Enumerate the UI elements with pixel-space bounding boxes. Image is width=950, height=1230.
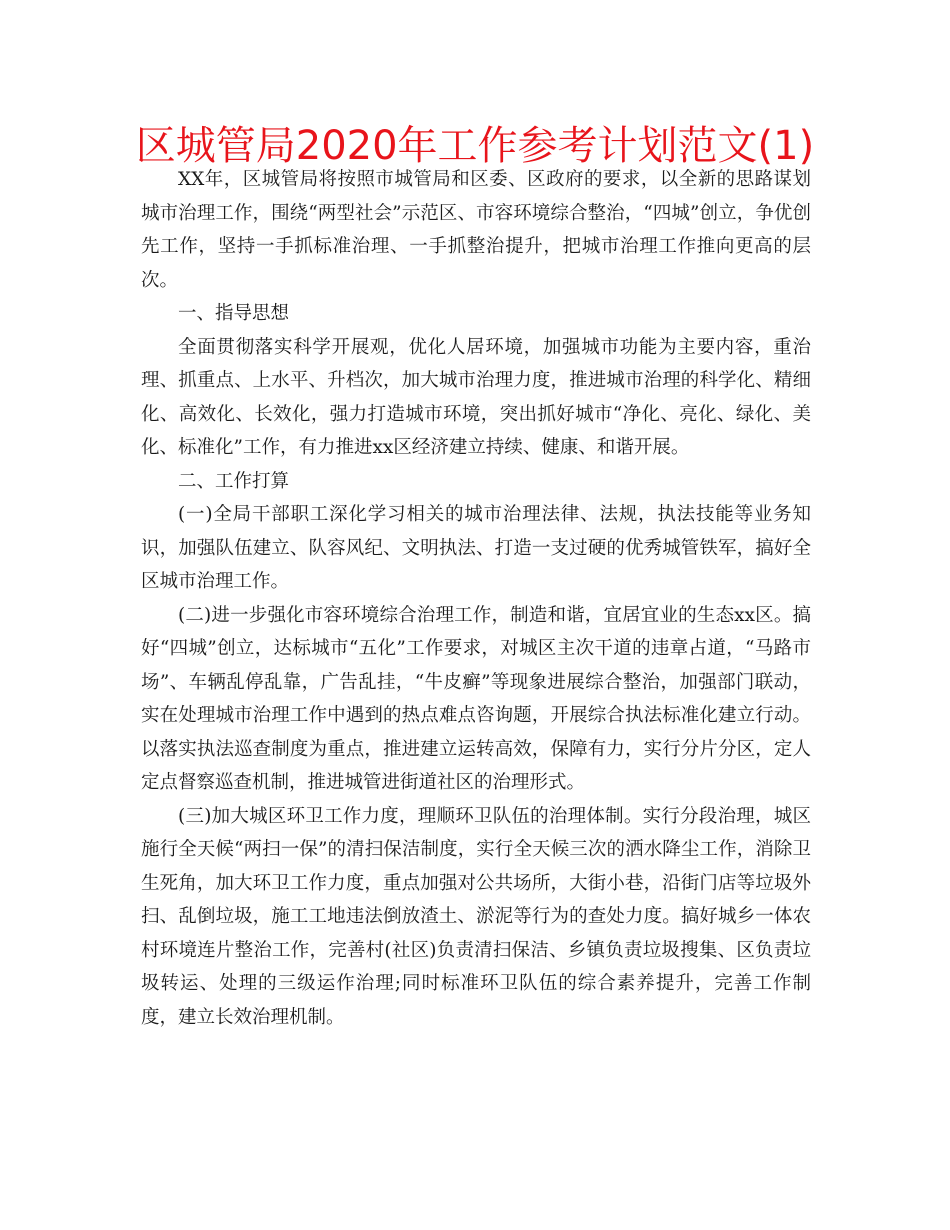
paragraph-plan-item-1: (一)全局干部职工深化学习相关的城市治理法律、法规，执法技能等业务知识，加强队伍建立、队容风纪、文明执法、打造一支过硬的优秀城管铁军，搞好全区城市治理工作。: [141, 504, 811, 592]
section-heading-guiding-thought: 一、指导思想: [178, 303, 290, 324]
document-body: [141, 163, 811, 1034]
paragraph-plan-item-3: (三)加大城区环卫工作力度，理顺环卫队伍的治理体制。实行分段治理，城区施行全天候“两扫一保”的清扫保洁制度，实行全天候三次的洒水降尘工作，消除卫生死角，加大环卫工作力度，重点加强对公共场所，大街小巷，沿街门店等垃圾外扫、乱倒垃圾，施工工地违法倒放渣土、淤泥等行为的查处力度。搞好城乡一体农村环境连片整治工作，完善村(社区)负责清扫保洁、乡镇负责垃圾搜集、区负责垃圾转运、处理的三级运作治理;同时标准环卫队伍的综合素养提升，完善工作制度，建立长效治理机制。: [141, 805, 811, 1028]
document-title: 区城管局2020年工作参考计划范文(1): [135, 123, 815, 169]
paragraph-plan-item-2: (二)进一步强化市容环境综合治理工作，制造和谐，宜居宜业的生态xx区。搞好“四城”创立，达标城市“五化”工作要求，对城区主次干道的违章占道，“马路市场”、车辆乱停乱靠，广告乱挂，“牛皮癣”等现象进展综合整治，加强部门联动，实在处理城市治理工作中遇到的热点难点咨询题，开展综合执法标准化建立行动。以落实执法巡查制度为重点，推进建立运转高效，保障有力，实行分片分区，定人定点督察巡查机制，推进城管进街道社区的治理形式。: [141, 604, 811, 793]
paragraph-intro: XX年，区城管局将按照市城管局和区委、区政府的要求，以全新的思路谋划城市治理工作，围绕“两型社会”示范区、市容环境综合整治，“四城”创立，争优创先工作，坚持一手抓标准治理、一手抓整治提升，把城市治理工作推向更高的层次。: [141, 169, 811, 291]
paragraph-guiding-thought: 全面贯彻落实科学开展观，优化人居环境，加强城市功能为主要内容，重治理、抓重点、上水平、升档次，加大城市治理力度，推进城市治理的科学化、精细化、高效化、长效化，强力打造城市环境，突出抓好城市“净化、亮化、绿化、美化、标准化”工作，有力推进xx区经济建立持续、健康、和谐开展。: [141, 336, 811, 458]
section-heading-work-plan: 二、工作打算: [178, 470, 290, 492]
